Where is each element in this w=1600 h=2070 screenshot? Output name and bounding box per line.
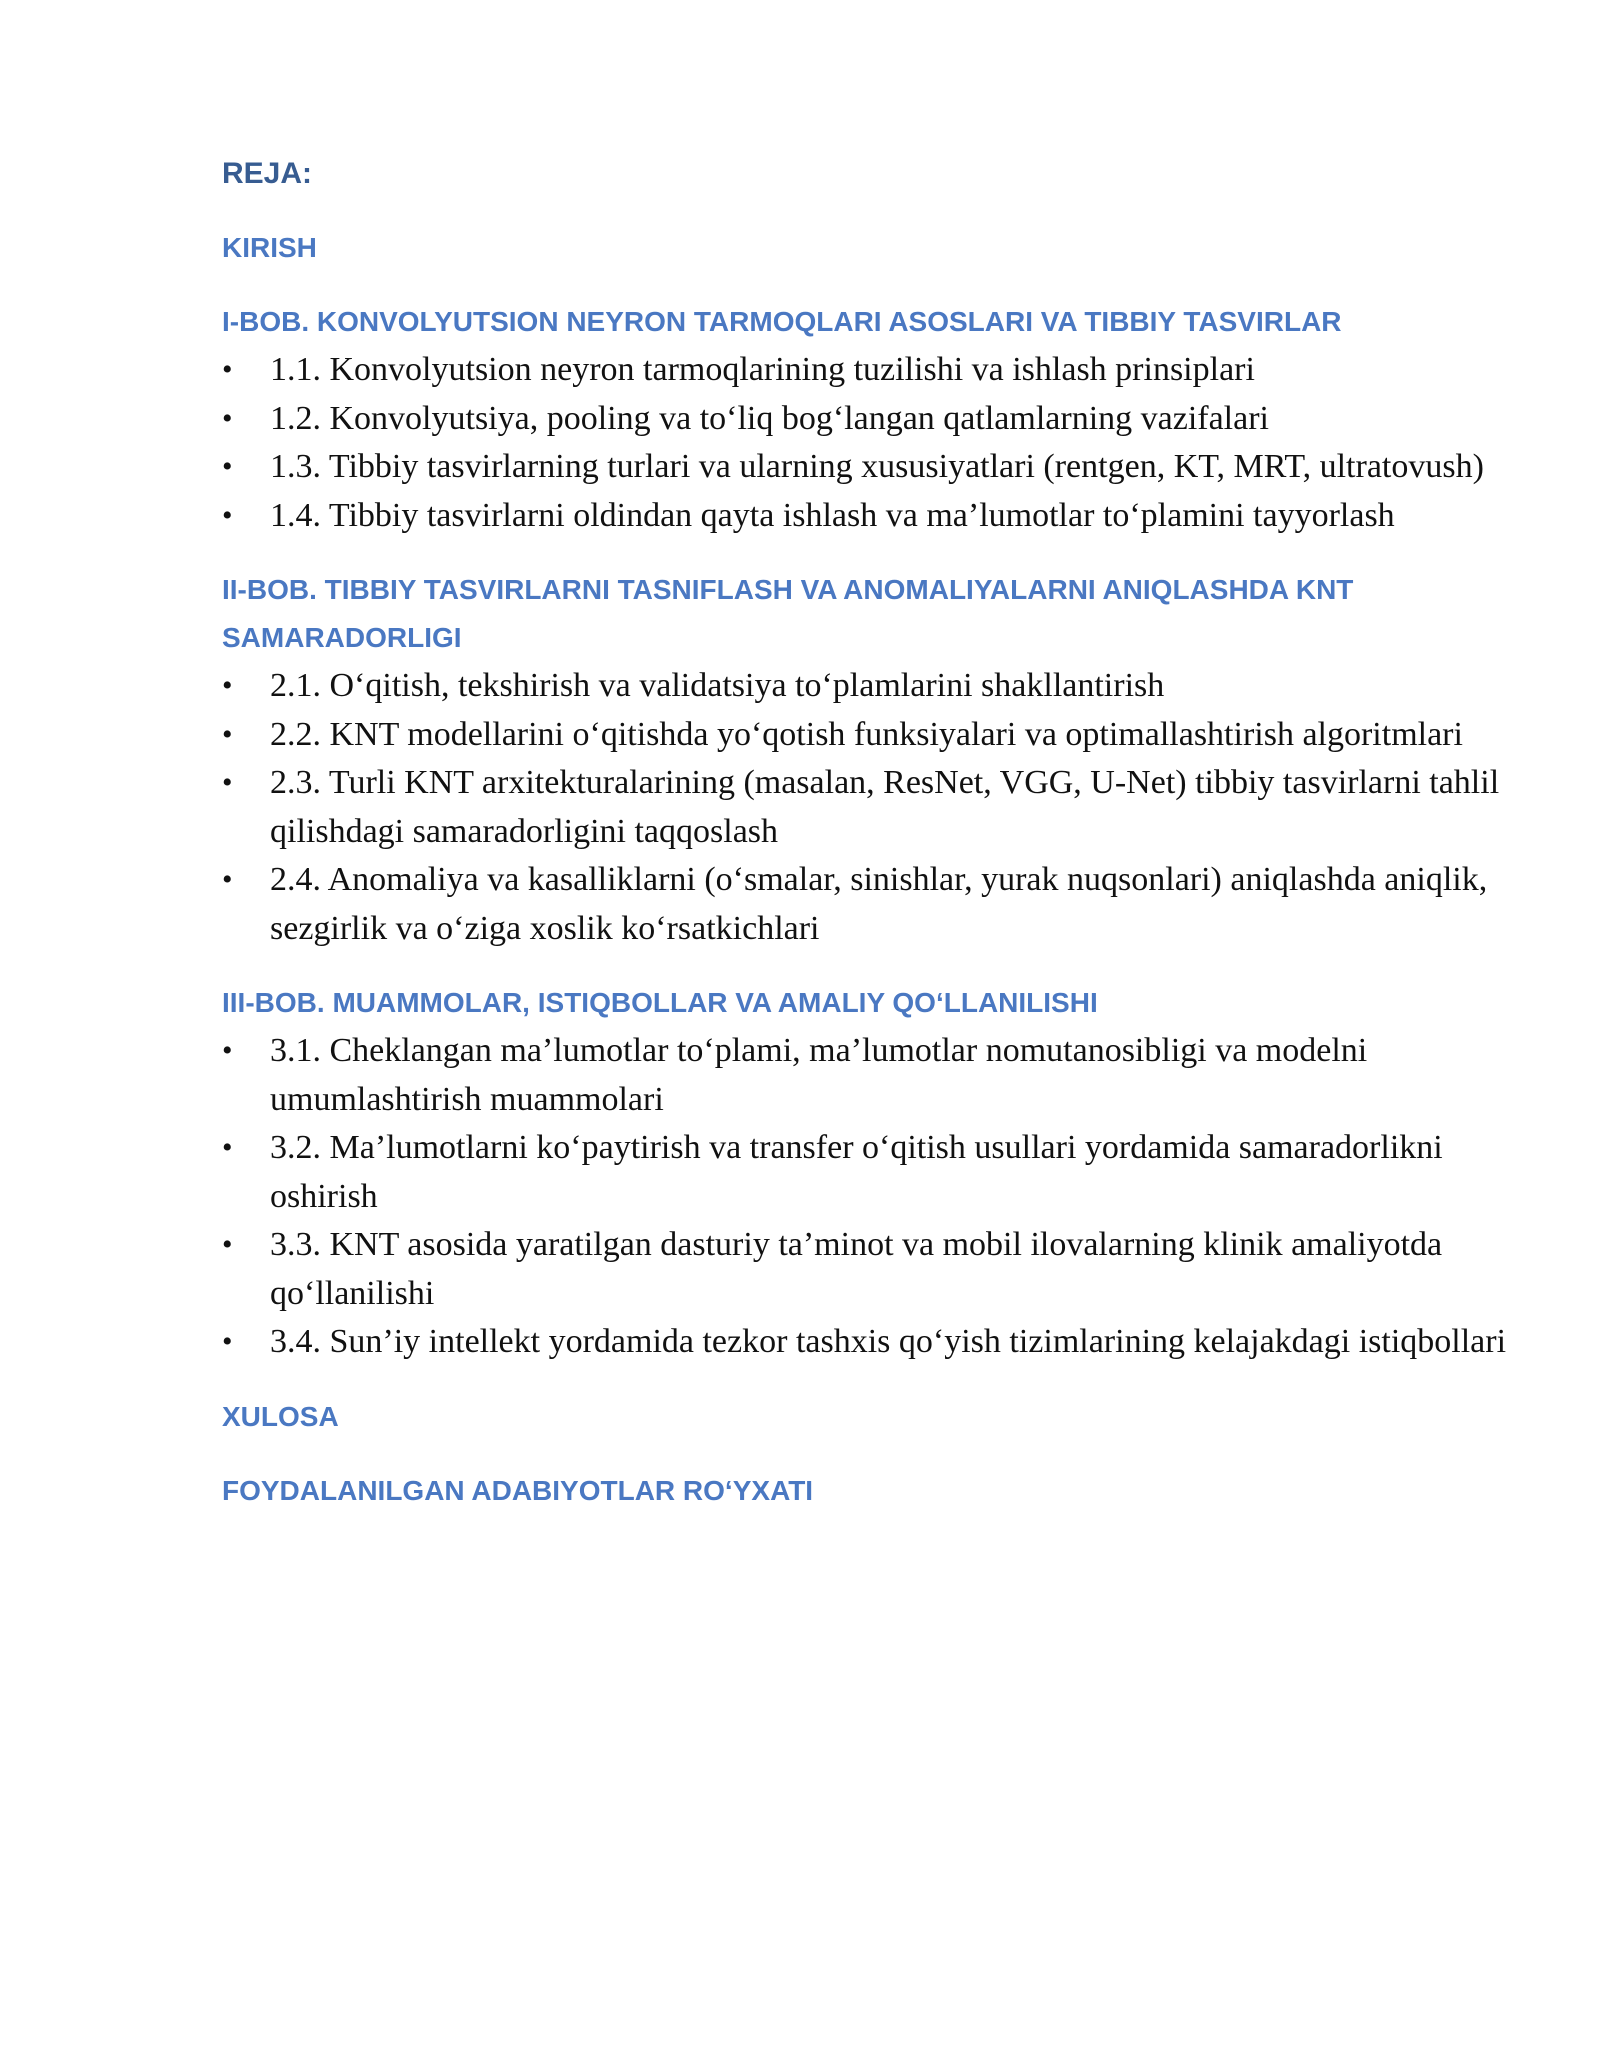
list-item: [222, 1124, 1512, 1221]
list-item-text: 3.4. Sun’iy intellekt yordamida tezkor tashxis qo‘yish tizimlarining kelajakdagi istiqbollari: [270, 1323, 1507, 1360]
list-item: [222, 759, 1512, 856]
bullet-icon: •: [222, 1228, 233, 1261]
bullet-icon: •: [222, 669, 233, 702]
list-item-text: 2.3. Turli KNT arxitekturalarining (masalan, ResNet, VGG, U-Net) tibbiy tasvirlarni tahlil qilishdagi samaradorligini taqqoslash: [270, 764, 1500, 850]
list-item: [222, 346, 1512, 395]
list-item: [222, 711, 1512, 760]
conclusion-heading: XULOSA: [222, 1400, 339, 1432]
chapter-3-heading: III-BOB. MUAMMOLAR, ISTIQBOLLAR VA AMALIY QO‘LLANILISHI: [222, 987, 1098, 1018]
list-item-text: 3.3. KNT asosida yaratilgan dasturiy ta’minot va mobil ilovalarning klinik amaliyotda qo‘llanilishi: [270, 1226, 1443, 1312]
bullet-icon: •: [222, 863, 233, 896]
chapter-2-heading: II-BOB. TIBBIY TASVIRLARNI TASNIFLASH VA ANOMALIYALARNI ANIQLASHDA KNT SAMARADORLIGI: [222, 574, 1354, 653]
list-item-text: 3.2. Ma’lumotlarni ko‘paytirish va transfer o‘qitish usullari yordamida samaradorlikni oshirish: [270, 1129, 1443, 1215]
bullet-icon: •: [222, 450, 233, 483]
references-heading: FOYDALANILGAN ADABIYOTLAR RO‘YXATI: [222, 1474, 814, 1506]
list-item: [222, 1027, 1512, 1124]
list-item: [222, 1318, 1512, 1367]
list-item: [222, 395, 1512, 444]
bullet-icon: •: [222, 766, 233, 799]
list-item-text: 1.4. Tibbiy tasvirlarni oldindan qayta ishlash va ma’lumotlar to‘plamini tayyorlash: [270, 496, 1395, 534]
bullet-icon: •: [222, 1325, 233, 1358]
list-item: [222, 443, 1512, 492]
bullet-icon: •: [222, 1034, 233, 1067]
bullet-icon: •: [222, 498, 233, 532]
bullet-icon: •: [222, 353, 233, 386]
list-item-text: 1.1. Konvolyutsion neyron tarmoqlarining tuzilishi va ishlash prinsiplari: [270, 351, 1255, 388]
list-item-text: 2.2. KNT modellarini o‘qitishda yo‘qotish funksiyalari va optimallashtirish algoritmlari: [270, 715, 1463, 753]
chapter-1-list: [222, 346, 1512, 540]
list-item-text: 1.2. Konvolyutsiya, pooling va to‘liq bog‘langan qatlamlarning vazifalari: [270, 399, 1269, 437]
bullet-icon: •: [222, 717, 233, 751]
chapter-3-list: [222, 1027, 1512, 1367]
list-item: [222, 492, 1512, 541]
document-page: [222, 150, 1512, 1515]
plan-title: REJA:: [222, 157, 313, 190]
list-item: [222, 856, 1512, 953]
list-item: [222, 1221, 1512, 1318]
list-item: [222, 662, 1512, 711]
bullet-icon: •: [222, 401, 233, 435]
list-item-text: 3.1. Cheklangan ma’lumotlar to‘plami, ma’lumotlar nomutanosibligi va modelni umumlashtirish muammolari: [270, 1032, 1368, 1118]
chapter-1-heading: I-BOB. KONVOLYUTSION NEYRON TARMOQLARI ASOSLARI VA TIBBIY TASVIRLAR: [222, 306, 1342, 337]
list-item-text: 2.4. Anomaliya va kasalliklarni (o‘smalar, sinishlar, yurak nuqsonlari) aniqlashda aniqlik, sezgirlik va o‘ziga xoslik ko‘rsatkichlari: [270, 861, 1488, 947]
list-item-text: 2.1. O‘qitish, tekshirish va validatsiya to‘plamlarini shakllantirish: [270, 667, 1165, 704]
chapter-2-list: [222, 662, 1512, 953]
list-item-text: 1.3. Tibbiy tasvirlarning turlari va ularning xususiyatlari (rentgen, KT, MRT, ultratovush): [270, 448, 1484, 485]
intro-heading: KIRISH: [222, 232, 317, 263]
bullet-icon: •: [222, 1131, 233, 1164]
